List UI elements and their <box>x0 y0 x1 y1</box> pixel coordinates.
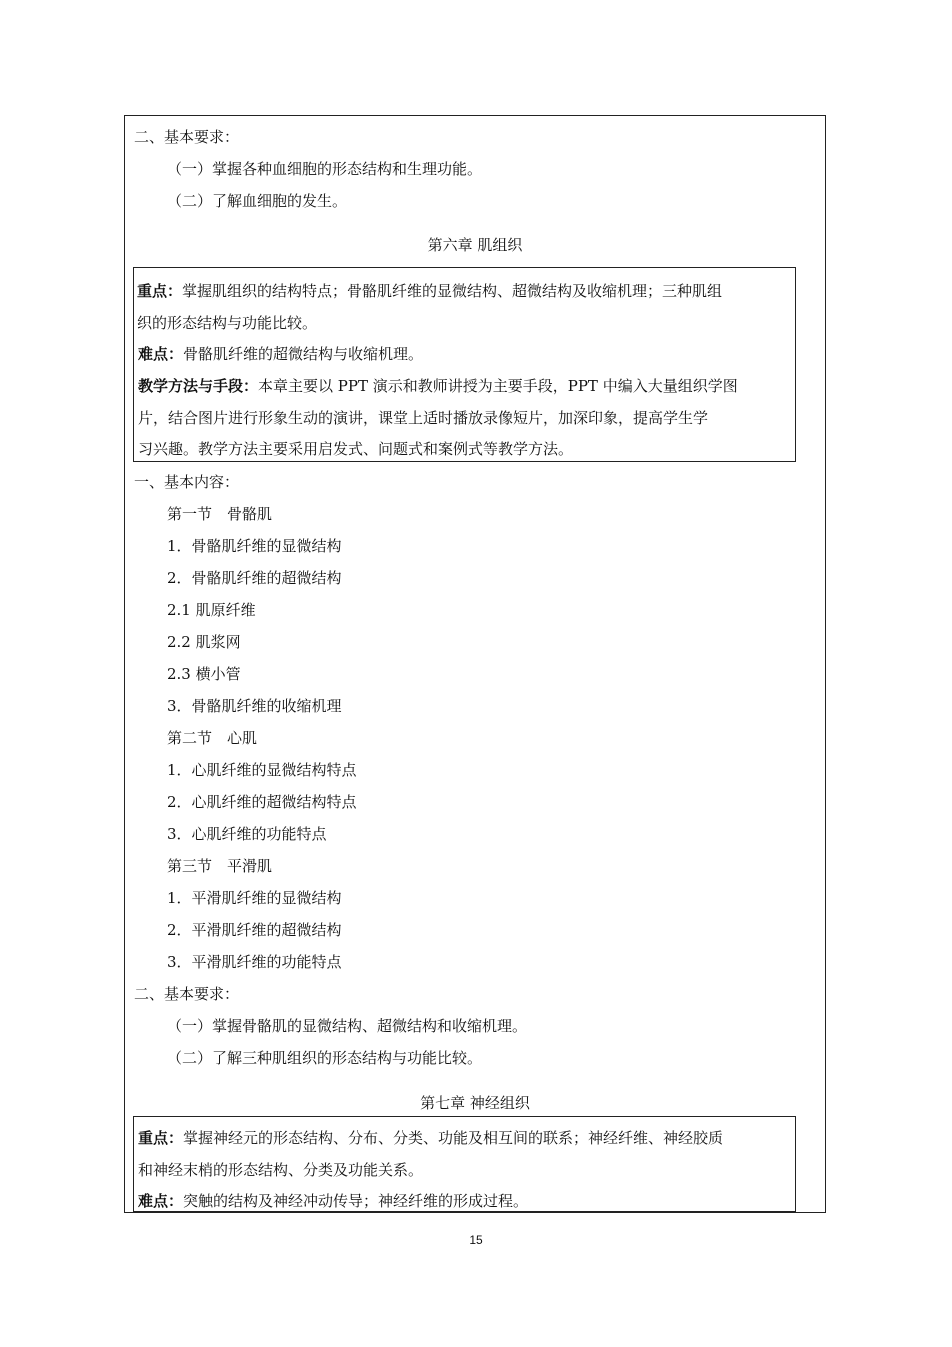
list-item: 3．骨骼肌纤维的收缩机理 <box>167 697 342 715</box>
ch6-key-line1 <box>137 281 722 301</box>
ch6-method-line3: 习兴趣。教学方法主要采用启发式、问题式和案例式等教学方法。 <box>138 440 574 458</box>
ch6-method-line1 <box>138 376 738 396</box>
ch6-diff-text: 骨骼肌纤维的超微结构与收缩机理。 <box>183 345 424 363</box>
list-item: 2．心肌纤维的超微结构特点 <box>167 793 357 811</box>
ch6-content-heading: 一、基本内容： <box>134 473 240 491</box>
list-item: 1．心肌纤维的显微结构特点 <box>167 761 357 779</box>
ch6-diff-line <box>138 344 423 364</box>
list-item: 1．骨骼肌纤维的显微结构 <box>167 537 342 555</box>
list-item: 2.1 肌原纤维 <box>167 601 256 619</box>
chapter7-key-box <box>133 1116 796 1212</box>
ch6-key-label: 重点： <box>137 282 183 300</box>
list-item: 1．平滑肌纤维的显微结构 <box>167 889 342 907</box>
ch7-key-text1: 掌握神经元的形态结构、分布、分类、功能及相互间的联系；神经纤维、神经胶质 <box>183 1129 724 1147</box>
list-item: 2.3 横小管 <box>167 665 241 683</box>
ch6-req-heading: 二、基本要求： <box>134 985 240 1003</box>
prev-req-heading: 二、基本要求： <box>134 128 240 146</box>
ch7-key-line1 <box>138 1128 723 1148</box>
ch7-diff-label: 难点： <box>138 1192 184 1210</box>
ch6-section1: 第一节 骨骼肌 <box>167 505 273 523</box>
ch7-diff-text: 突触的结构及神经冲动传导；神经纤维的形成过程。 <box>183 1192 529 1210</box>
ch7-key-label: 重点： <box>138 1129 184 1147</box>
list-item: 2．平滑肌纤维的超微结构 <box>167 921 342 939</box>
prev-req-item-1: （一）掌握各种血细胞的形态结构和生理功能。 <box>167 160 483 178</box>
ch7-diff-line <box>138 1191 528 1211</box>
list-item: 2．骨骼肌纤维的超微结构 <box>167 569 342 587</box>
ch7-key-line2: 和神经末梢的形态结构、分类及功能关系。 <box>138 1161 424 1179</box>
ch6-method-label: 教学方法与手段： <box>138 377 259 395</box>
list-item: 3．平滑肌纤维的功能特点 <box>167 953 342 971</box>
ch6-section3: 第三节 平滑肌 <box>167 857 273 875</box>
list-item: 3．心肌纤维的功能特点 <box>167 825 327 843</box>
prev-req-item-2: （二）了解血细胞的发生。 <box>167 192 348 210</box>
ch6-method-line2: 片，结合图片进行形象生动的演讲，课堂上适时播放录像短片，加深印象，提高学生学 <box>138 409 709 427</box>
ch6-req-item-1: （一）掌握骨骼肌的显微结构、超微结构和收缩机理。 <box>167 1017 528 1035</box>
page-number: 15 <box>469 1233 483 1247</box>
ch6-section2: 第二节 心肌 <box>167 729 258 747</box>
list-item: 2.2 肌浆网 <box>167 633 241 651</box>
chapter6-key-box <box>133 267 796 462</box>
ch6-req-item-2: （二）了解三种肌组织的形态结构与功能比较。 <box>167 1049 483 1067</box>
chapter6-title: 第六章 肌组织 <box>427 236 523 254</box>
ch6-method-text1: 本章主要以 PPT 演示和教师讲授为主要手段，PPT 中编入大量组织学图 <box>258 377 738 395</box>
ch6-diff-label: 难点： <box>138 345 184 363</box>
ch6-key-line2: 织的形态结构与功能比较。 <box>137 314 318 332</box>
ch6-key-text1: 掌握肌组织的结构特点；骨骼肌纤维的显微结构、超微结构及收缩机理；三种肌组 <box>182 282 723 300</box>
chapter7-title: 第七章 神经组织 <box>420 1094 530 1112</box>
